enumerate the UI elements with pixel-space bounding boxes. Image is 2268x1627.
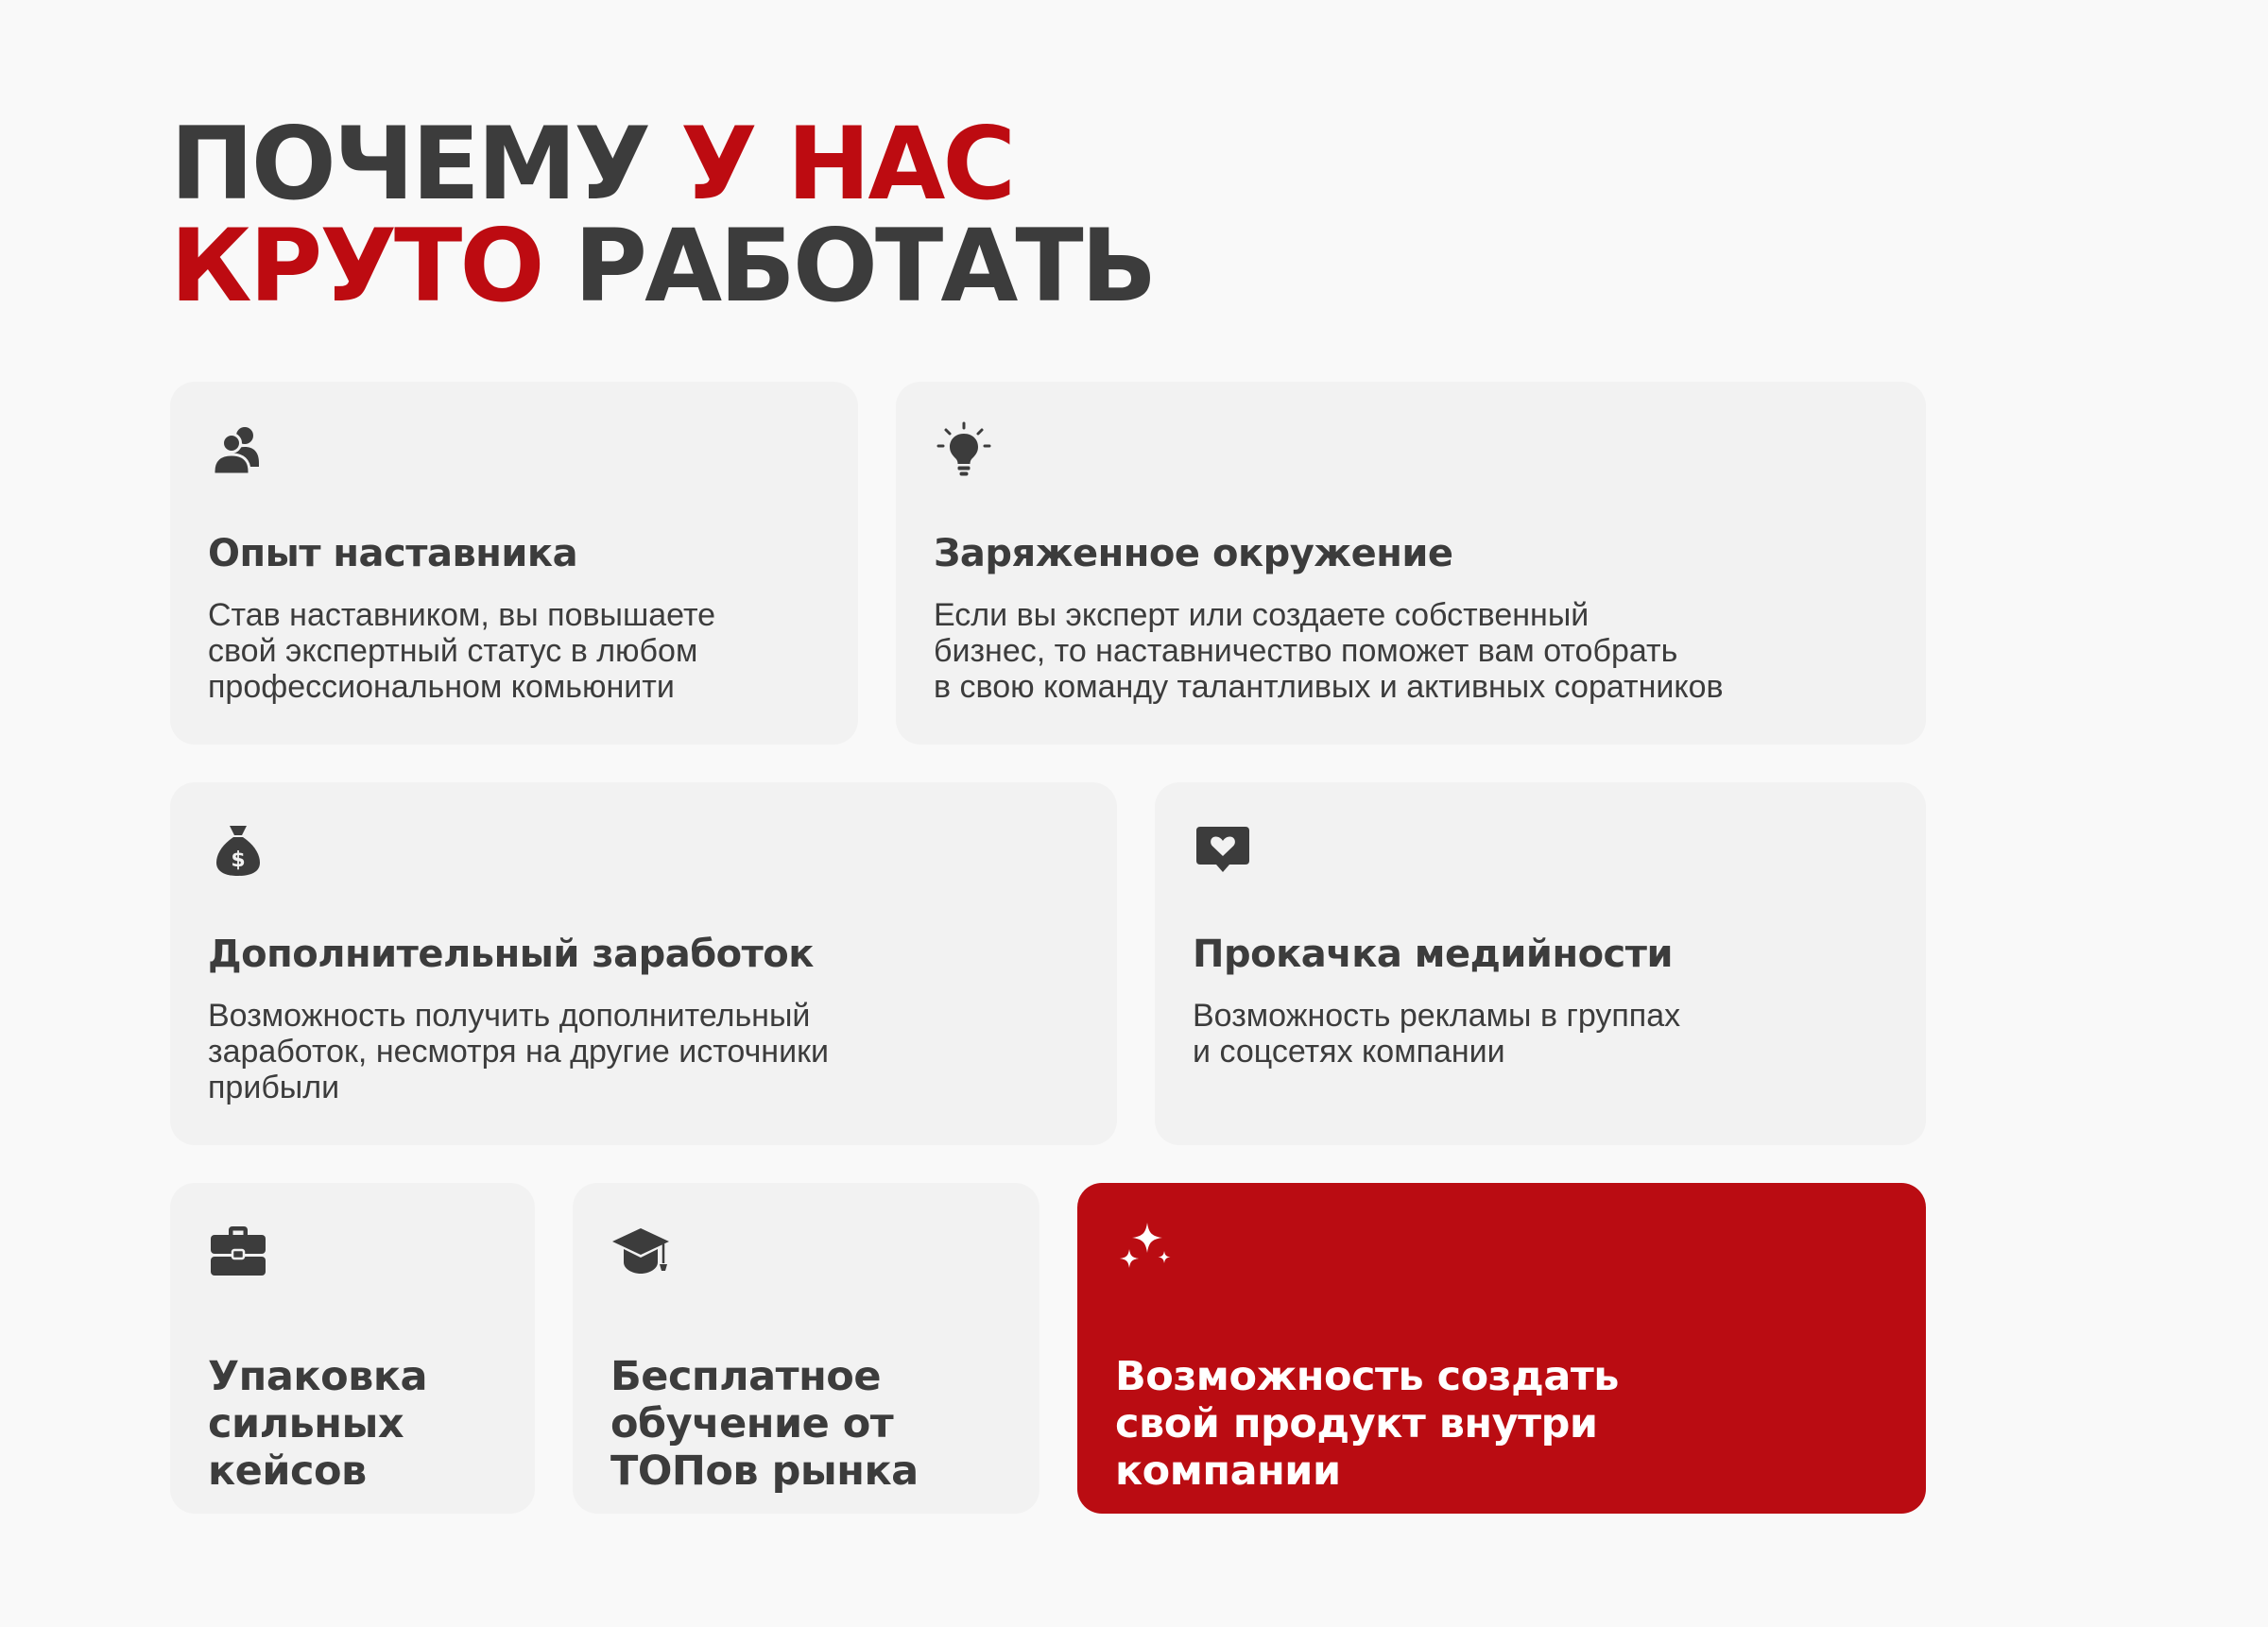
card-title	[610, 1353, 919, 1495]
heart-message-icon	[1193, 820, 1253, 881]
card-description-line: свой экспертный статус в любом	[208, 633, 698, 669]
card-mentor-experience	[170, 382, 858, 745]
title-word-rabotat: РАБОТАТЬ	[574, 208, 1155, 324]
page-title-line-2	[170, 208, 1155, 324]
card-description-line: Возможность рекламы в группах	[1193, 998, 1681, 1034]
card-description-line: профессиональном комьюнити	[208, 669, 675, 705]
card-title-line: Возможность создать	[1115, 1353, 1619, 1400]
card-title: Дополнительный заработок	[208, 933, 814, 976]
card-description	[208, 998, 829, 1105]
card-description	[1193, 998, 1680, 1070]
card-title: Опыт наставника	[208, 532, 578, 575]
card-media-presence	[1155, 782, 1926, 1145]
page-title	[170, 106, 1155, 324]
card-description-line: Если вы эксперт или создаете собственный	[934, 597, 1589, 633]
card-title-line: Упаковка	[208, 1353, 428, 1400]
card-title-line: Бесплатное	[610, 1353, 881, 1400]
card-title-line: кейсов	[208, 1447, 367, 1495]
card-title: Прокачка медийности	[1193, 933, 1673, 976]
card-title-line: свой продукт внутри	[1115, 1400, 1598, 1447]
card-description-line: бизнес, то наставничество поможет вам отобрать	[934, 633, 1678, 669]
card-description-line: заработок, несмотря на другие источники	[208, 1034, 829, 1070]
card-description	[934, 597, 1724, 705]
card-charged-environment	[896, 382, 1926, 745]
users-icon	[208, 420, 268, 480]
title-accent-kruto: КРУТО	[170, 208, 542, 324]
card-title-line: обучение от	[610, 1400, 894, 1447]
sparkles-icon	[1115, 1221, 1176, 1281]
page-title-line-1	[170, 106, 1154, 222]
graduation-cap-icon	[610, 1221, 671, 1281]
card-description-line: в свою команду талантливых и активных соратников	[934, 669, 1724, 705]
title-accent-u-nas: У НАС	[680, 106, 1014, 222]
card-description-line: Став наставником, вы повышаете	[208, 597, 716, 633]
card-description-line: Возможность получить дополнительный	[208, 998, 811, 1034]
card-description-line: и соцсетях компании	[1193, 1034, 1505, 1070]
money-bag-icon	[208, 820, 268, 881]
card-description	[208, 597, 715, 705]
title-word-pochemu: ПОЧЕМУ	[170, 106, 649, 222]
lightbulb-icon	[934, 420, 994, 480]
card-title-line: сильных	[208, 1400, 404, 1447]
card-title	[1115, 1353, 1619, 1495]
svg-text:$: $	[231, 848, 246, 872]
briefcase-icon	[208, 1221, 268, 1281]
card-title-line: компании	[1115, 1447, 1341, 1495]
card-title	[208, 1353, 427, 1495]
card-title: Заряженное окружение	[934, 532, 1453, 575]
card-extra-income	[170, 782, 1117, 1145]
card-strong-cases	[170, 1183, 535, 1514]
card-own-product	[1077, 1183, 1926, 1514]
card-free-training	[573, 1183, 1040, 1514]
card-description-line: прибыли	[208, 1070, 340, 1105]
card-title-line: ТОПов рынка	[610, 1447, 919, 1495]
